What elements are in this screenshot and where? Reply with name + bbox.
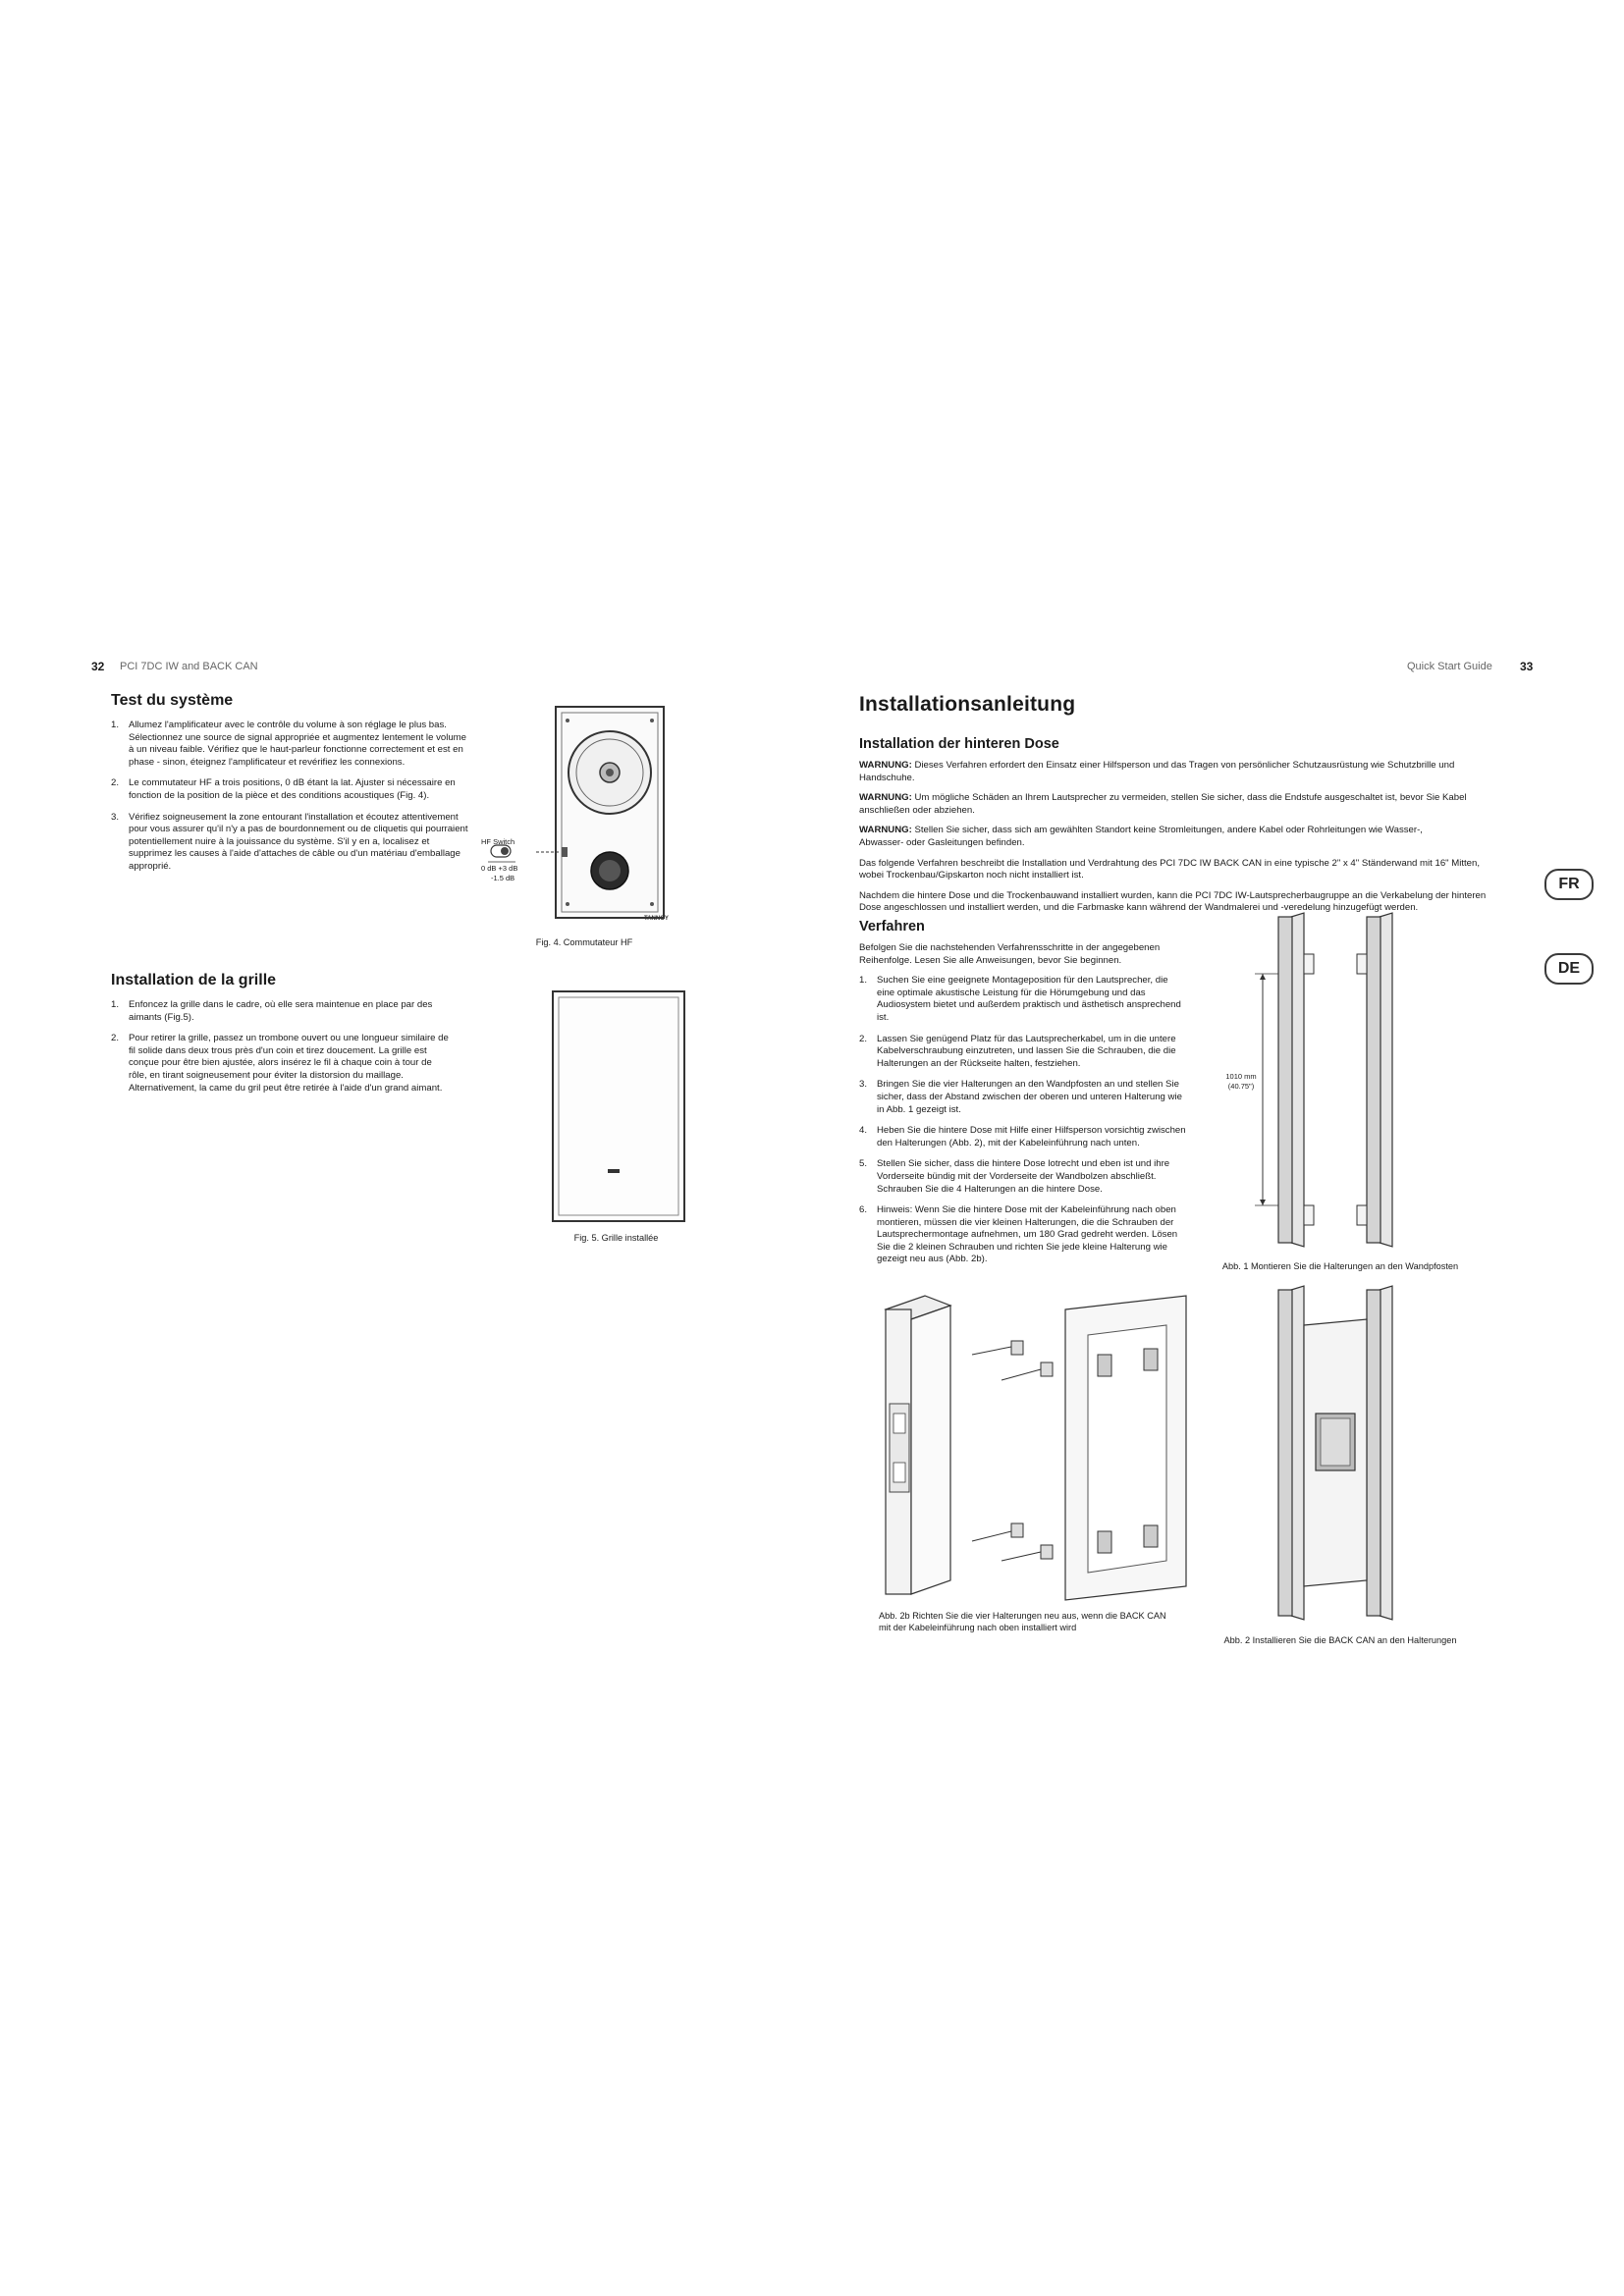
left-page-title: PCI 7DC IW and BACK CAN: [120, 661, 258, 672]
list-item: 2. Lassen Sie genügend Platz für das Lautsprecherkabel, um in die untere Kabelverschraubung einzutreten, und lassen Sie die Schrauben, die die Halterungen an der Rückseite halten, festziehen.: [859, 1033, 1176, 1069]
tab-fr[interactable]: FR: [1544, 869, 1594, 900]
test-section: [111, 692, 469, 882]
install-header: [859, 693, 1497, 717]
paragraph: Das folgende Verfahren beschreibt die Installation und Verdrahtung des PCI 7DC IW BACK CAN in eine typische 2" x 4" Ständerwand mit 16" Mitten, wobei Trockenbau/Gipskarton noch nicht installiert ist.: [859, 857, 1481, 881]
warning-2: WARNUNG: Um mögliche Schäden an Ihrem Lautsprecher zu vermeiden, stellen Sie sicher, dass die Endstufe ausgeschaltet ist, bevor Sie Kabel anschließen oder abziehen.: [859, 792, 1467, 816]
list-item: 1. Allumez l'amplificateur avec le contrôle du volume à son réglage le plus bas. Sélectionnez une source de signal appropriée et augmentez lentement le volume à un niveau faible. Vérifiez que le haut-parleur fonctionne correctement et est en phase - sinon, éteignez l'amplificateur et revérifiez les connexions.: [111, 720, 466, 768]
list-item: 2. Le commutateur HF a trois positions, 0 dB étant la lat. Ajuster si nécessaire en fonction de la position de la pièce et des conditions acoustiques (Fig. 4).: [111, 777, 456, 801]
hf-switch-value2: -1.5 dB: [491, 874, 515, 882]
grille-steps: [111, 999, 450, 1095]
dimension-label: 1010 mm: [1225, 1072, 1257, 1081]
fig4-speaker-illustration: [471, 702, 697, 928]
left-page-number: 32: [91, 660, 105, 673]
grille-section: [111, 972, 450, 1103]
fig5-grille-illustration: [545, 987, 692, 1222]
test-steps: [111, 720, 469, 874]
list-item: 1. Enfoncez la grille dans le cadre, où elle sera maintenue en place par des aimants (Fig.5).: [111, 999, 433, 1023]
list-item: 4. Heben Sie die hintere Dose mit Hilfe einer Hilfsperson vorsichtig zwischen den Halterungen (Abb. 2), mit der Kabeleinführung nach unten.: [859, 1125, 1186, 1148]
abb1-caption: Abb. 1 Montieren Sie die Halterungen an den Wandpfosten: [1221, 1261, 1459, 1271]
verfahren-title: Verfahren: [859, 919, 925, 934]
list-item: 2. Pour retirer la grille, passez un trombone ouvert ou une longueur similaire de fil solide dans deux trous près d'un coin et tirez doucement. La grille est conçue pour être bien ajustée, alors insérez le fil à chaque coin à tour de rôle, en tirant soigneusement pour éviter la distorsion du maillage. Alternativement, la came du gril peut être retirée à l'aide d'un grand aimant.: [111, 1033, 449, 1094]
hf-switch-values: 0 dB +3 dB: [481, 864, 518, 873]
list-item: 6. Hinweis: Wenn Sie die hintere Dose mit der Kabeleinführung nach oben montieren, müssen die vier kleinen Halterungen, die die Schrauben der Lautsprechermontage aufnehmen, um 180 Grad gedreht werden. Lösen Sie die 2 kleinen Schrauben und richten Sie jede kleine Halterung wie gezeigt neu aus (Abb. 2b).: [859, 1204, 1178, 1265]
logo-text: TANNOY: [644, 916, 669, 922]
paragraph: Nachdem die hintere Dose und die Trockenbauwand installiert wurden, kann die PCI 7DC IW-Lautsprecherbaugruppe an die Verkabelung der hinteren Dose angeschlossen und installiert werden, und die Farbmaske kann während der Wandmalerei und -veredelung hinzugefügt werden.: [859, 889, 1487, 914]
hf-switch-label: HF Switch: [481, 837, 515, 846]
test-title: Test du système: [111, 692, 234, 709]
fig5-caption: Fig. 5. Grille installée: [573, 1233, 659, 1243]
list-item: 3. Vérifiez soigneusement la zone entourant l'installation et écoutez attentivement pour vous assurer qu'il n'y a pas de bourdonnement ou de cliquetis qui pourraient potentiellement nuire à la jouissance du système. S'il y en a, localisez et supprimez les causes à l'aide d'attaches de câble ou d'un matériau d'emballage approprié.: [111, 811, 468, 872]
right-page-number: 33: [1520, 660, 1534, 673]
abb2-illustration: [1218, 1286, 1453, 1620]
list-item: 3. Bringen Sie die vier Halterungen an den Wandpfosten an und stellen Sie sicher, dass der Abstand zwischen der oberen und unteren Halterung wie in Abb. 1 gezeigt ist.: [859, 1079, 1182, 1115]
right-page-title: Quick Start Guide: [1407, 661, 1492, 672]
warning-1: WARNUNG: Dieses Verfahren erfordert den Einsatz einer Hilfsperson und das Tragen von persönlicher Schutzausrüstung wie Schutzbrille und Handschuhe.: [859, 760, 1455, 783]
warning-3: WARNUNG: Stellen Sie sicher, dass sich am gewählten Standort keine Stromleitungen, andere Kabel oder Rohrleitungen wie Wasser-, Abwasser- oder Gasleitungen befinden.: [859, 825, 1423, 848]
abb2-caption: Abb. 2 Installieren Sie die BACK CAN an den Halterungen: [1223, 1635, 1457, 1645]
grille-title: Installation de la grille: [111, 972, 277, 988]
list-item: 1. Suchen Sie eine geeignete Montageposition für den Lautsprecher, die eine optimale akustische Leistung für die Hörumgebung und das Audiosystem bietet und außerdem praktisch und ästhetisch ansprechend ist.: [859, 975, 1181, 1023]
tab-de[interactable]: DE: [1544, 953, 1594, 985]
backcan-section: [859, 736, 1492, 923]
verfahren-steps: [859, 975, 1188, 1266]
abb2b-illustration: [864, 1296, 1198, 1600]
fig4-caption: Fig. 4. Commutateur HF: [535, 937, 633, 947]
page-heading: Installationsanleitung: [859, 693, 1076, 716]
dimension-label-in: (40.75"): [1227, 1082, 1255, 1091]
verfahren-section: [859, 919, 1188, 1275]
list-item: 5. Stellen Sie sicher, dass die hintere Dose lotrecht und eben ist und ihre Vorderseite bündig mit der Vorderseite der Wandbolzen abschließt. Schrauben Sie die 4 Halterungen an die hintere Dose.: [859, 1158, 1170, 1195]
abb2b-caption: Abb. 2b Richten Sie die vier Halterungen neu aus, wenn die BACK CAN mit der Kabeleinführung nach oben installiert wird: [879, 1611, 1166, 1632]
backcan-title: Installation der hinteren Dose: [859, 736, 1059, 752]
verfahren-intro: Befolgen Sie die nachstehenden Verfahrensschritte in der angegebenen Reihenfolge. Lesen Sie alle Anweisungen, bevor Sie beginnen.: [859, 942, 1161, 966]
